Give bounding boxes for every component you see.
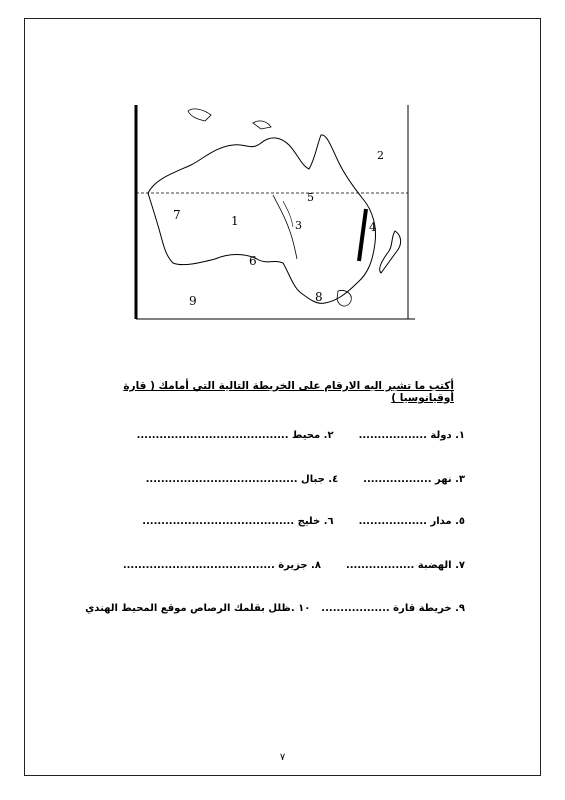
island-outline [380,231,401,273]
q-text: دولة .................. [358,430,452,441]
q-text: نهر .................. [363,474,452,485]
question-row [142,516,465,527]
q-num: ٣. [455,474,465,485]
exercise-heading: أكتب ما تشير اليه الارقام على الخريطة التالية التي أمامك ( قارة أوقيانوسيا ) [123,380,454,404]
q-num: ٥. [455,516,465,527]
map-label-7: 7 [173,208,181,222]
q-num: ٢. [323,430,334,441]
q-text: .ظلل بقلمك الرصاص موقع المحيط الهندي [85,603,295,614]
page-number: ٧ [279,752,286,763]
q-text: الهضبة .................. [345,560,452,571]
q-num: ١. [455,430,465,441]
q-text: محيط ........................................ [136,430,321,441]
q-num: ١٠ [298,603,311,614]
q-text: مدار .................. [358,516,452,527]
question-row [146,474,465,485]
mainland-outline [148,135,376,304]
q-text: خليج ........................................ [142,516,321,527]
map-label-1: 1 [231,214,239,228]
australia-map [133,103,415,323]
question-row [123,560,465,571]
q-num: ٤. [328,474,339,485]
q-num: ٧. [455,560,465,571]
q-num: ٩. [455,603,465,614]
question-row [85,603,465,614]
map-label-6: 6 [249,254,257,268]
island-outline [337,290,351,306]
q-num: ٨. [311,560,321,571]
mountain-bar [359,209,366,261]
map-label-9: 9 [189,294,197,308]
map-label-2: 2 [377,149,384,162]
q-text: خريطة قارة .................. [321,603,452,614]
river-line [283,201,293,227]
island-outline [253,121,271,129]
map-label-3: 3 [295,219,302,232]
island-outline [188,109,211,121]
q-text: جزيرة ........................................ [122,560,308,571]
map-label-5: 5 [307,191,314,204]
map-label-4: 4 [369,220,377,234]
q-num: ٦. [323,516,334,527]
map-label-8: 8 [315,290,323,304]
question-row [137,430,465,441]
q-text: جبال ........................................ [145,474,325,485]
